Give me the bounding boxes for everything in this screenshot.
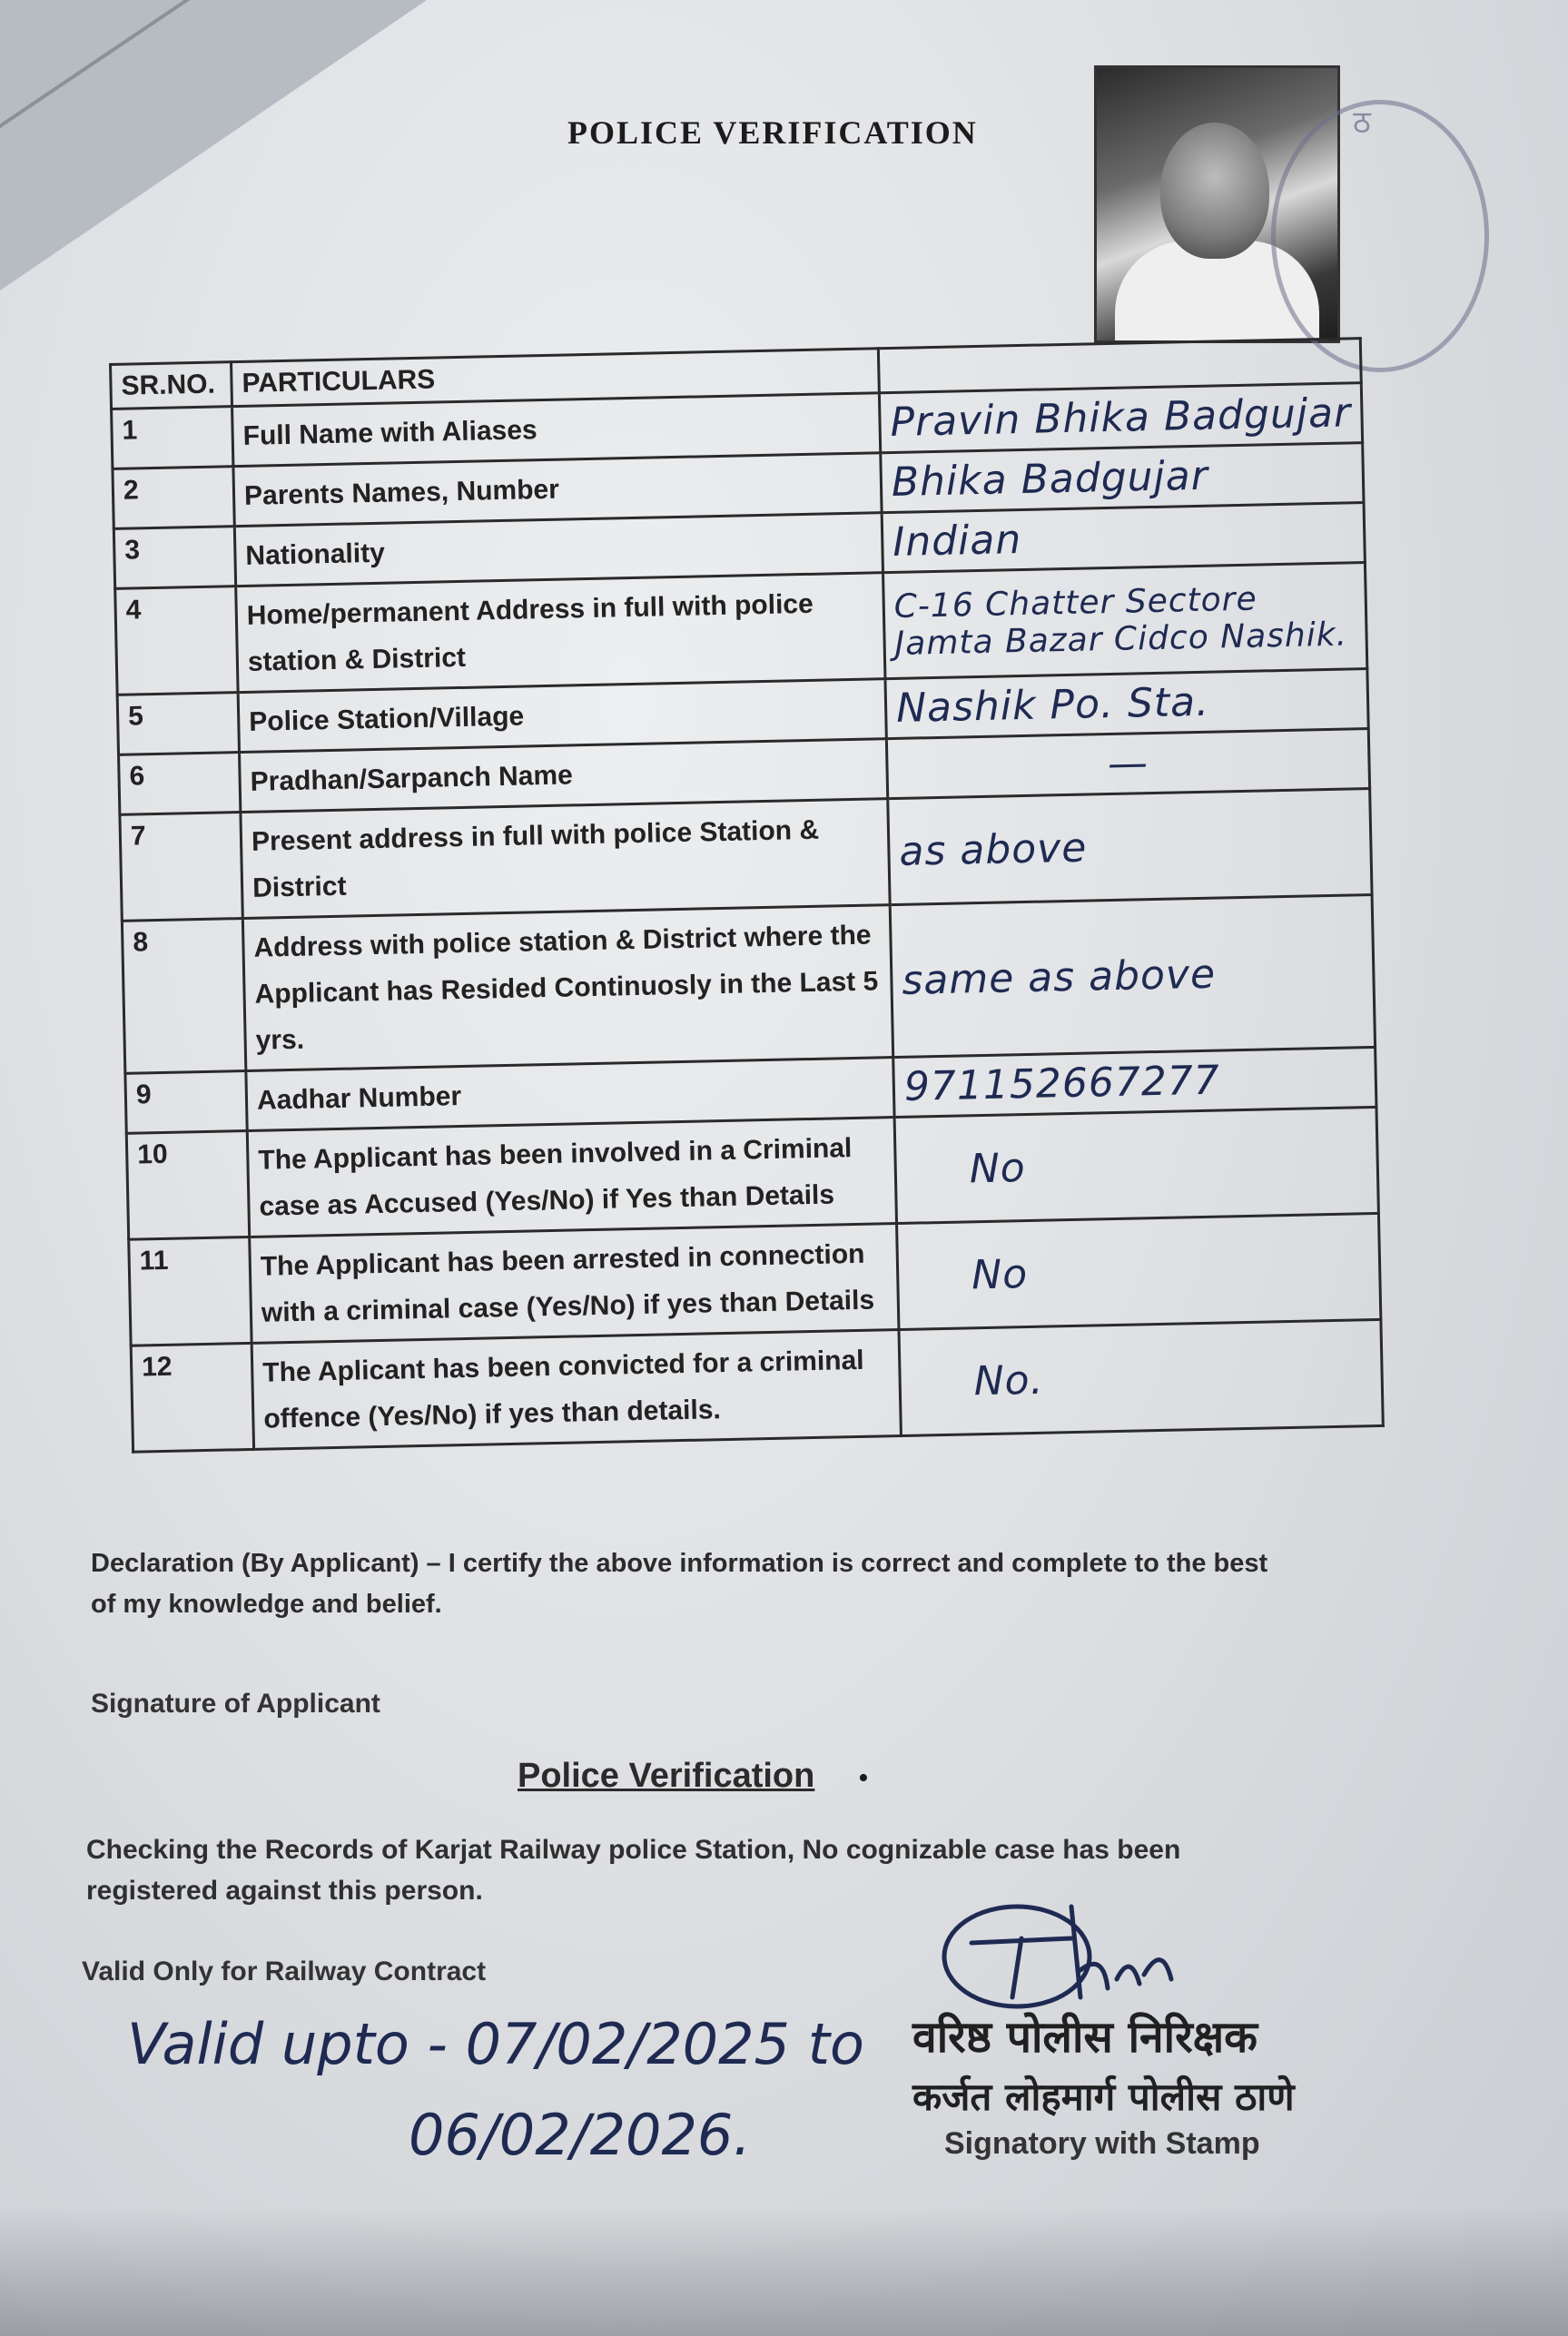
officer-stamp-line-1: वरिष्ठ पोलीस निरिक्षक [912, 2012, 1257, 2063]
photo-stamp-text: ठ [1353, 106, 1371, 140]
row-answer-arrested: No [897, 1213, 1381, 1329]
row-answer-last-5-yrs: same as above [890, 894, 1375, 1057]
row-sr: 6 [119, 753, 241, 815]
row-answer-police-station: Nashik Po. Sta. [885, 669, 1368, 739]
bottom-shadow [0, 2206, 1568, 2336]
row-answer-parents: Bhika Badgujar [881, 443, 1364, 513]
row-particular: Present address in full with police Station & District [241, 799, 890, 919]
header-sr-no: SR.NO. [111, 362, 232, 409]
table-row [122, 894, 1375, 1073]
officer-signature [935, 1888, 1180, 2025]
row-answer-present-address: as above [888, 789, 1372, 905]
row-particular: The Applicant has been involved in a Criminal case as Accused (Yes/No) if Yes than Details [247, 1118, 896, 1237]
row-particular: Police Station/Village [238, 679, 886, 753]
header-particulars: PARTICULARS [232, 349, 880, 407]
row-particular: The Applicant has been arrested in connection with a criminal case (Yes/No) if yes than Details [250, 1224, 899, 1344]
police-verification-heading: Police Verification [518, 1757, 815, 1795]
declaration-text: Declaration (By Applicant) – I certify the above information is correct and complete to the best of my knowledge and belief. [91, 1549, 1268, 1619]
row-sr: 8 [122, 919, 245, 1074]
officer-stamp-line-2: कर्जत लोहमार्ग पोलीस ठाणे [912, 2075, 1295, 2119]
row-particular: The Aplicant has been convicted for a criminal offence (Yes/No) if yes than details. [251, 1330, 901, 1450]
signatory-label: Signatory with Stamp [944, 2126, 1260, 2161]
row-sr: 10 [126, 1130, 249, 1239]
row-sr: 1 [112, 407, 233, 469]
row-answer-home-address: C-16 Chatter Sectore Jamta Bazar Cidco Nashik. [883, 563, 1367, 679]
row-particular: Parents Names, Number [233, 453, 882, 527]
row-sr: 4 [115, 586, 238, 695]
row-particular: Home/permanent Address in full with police station & District [236, 573, 885, 693]
row-particular: Pradhan/Sarpanch Name [240, 739, 888, 813]
row-particular: Full Name with Aliases [232, 393, 881, 467]
row-particular: Nationality [234, 513, 883, 586]
row-sr: 2 [113, 467, 234, 529]
row-particular: Aadhar Number [246, 1058, 894, 1131]
photo-stamp-ring [1271, 100, 1489, 372]
row-sr: 12 [131, 1343, 253, 1452]
photo-head [1160, 123, 1269, 259]
signature-of-applicant-label: Signature of Applicant [91, 1689, 380, 1719]
row-sr: 7 [120, 813, 242, 922]
row-sr: 5 [117, 693, 239, 755]
row-sr: 11 [129, 1237, 251, 1345]
row-answer-full-name: Pravin Bhika Badgujar [879, 383, 1362, 453]
heading-dot: • [858, 1761, 869, 1795]
row-sr: 9 [125, 1071, 247, 1134]
row-answer-sarpanch: — [886, 729, 1369, 799]
valid-only-label: Valid Only for Railway Contract [82, 1957, 487, 1986]
row-answer-aadhar: 971152667277 [893, 1047, 1376, 1117]
row-sr: 3 [113, 527, 235, 589]
row-answer-criminal-case: No [894, 1107, 1378, 1223]
row-particular: Address with police station & District where the Applicant has Resided Continuosly in the Last 5 yrs. [242, 905, 892, 1071]
row-answer-nationality: Indian [882, 503, 1365, 573]
folded-corner [0, 0, 427, 291]
document-title: POLICE VERIFICATION [567, 114, 978, 151]
row-answer-convicted: No. [899, 1319, 1383, 1435]
records-check-text: Checking the Records of Karjat Railway police Station, No cognizable case has been registered against this person. [86, 1835, 1181, 1906]
validity-handwritten-line-1: Valid upto - 07/02/2025 to [127, 2011, 864, 2077]
validity-handwritten-line-2: 06/02/2026. [409, 2102, 752, 2168]
particulars-table [109, 337, 1385, 1454]
